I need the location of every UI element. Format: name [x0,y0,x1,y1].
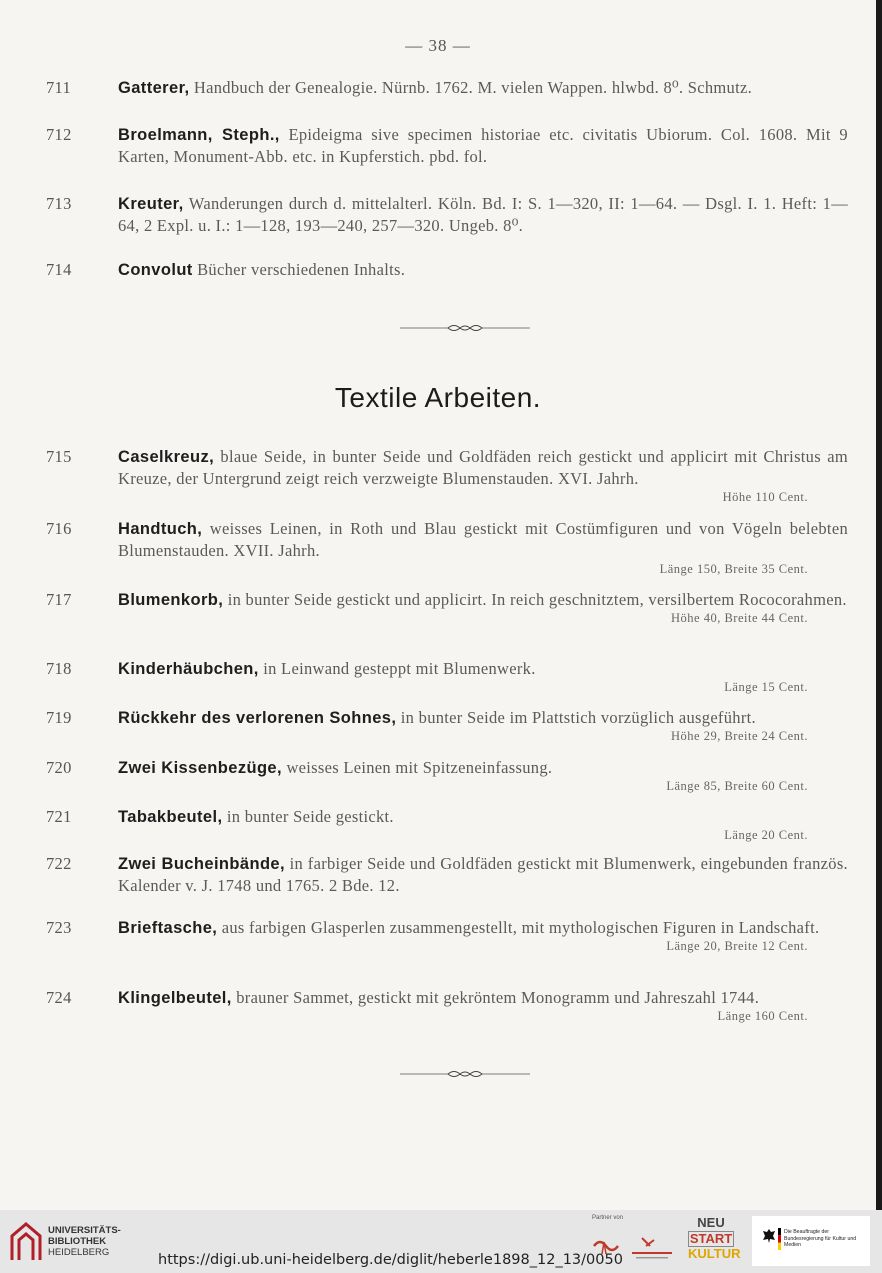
entry-name: Gatterer, [118,79,190,97]
entry-name: Kinderhäubchen, [118,660,259,678]
entry-dimensions: Höhe 29, Breite 24 Cent. [671,729,808,743]
entry-name: Tabakbeutel, [118,808,223,826]
entry-dimensions: Länge 85, Breite 60 Cent. [666,779,808,793]
entry-dimensions: Länge 150, Breite 35 Cent. [659,562,808,576]
entry-description: Wanderungen durch d. mittelalterl. Köln. Bd. I: S. 1—320, II: 1—64. — Dsgl. I. 1. Heft: 1—64, 2 Expl. u. I.: 1—128, 193—240, 257—320. Ungeb. 8⁰. [118,194,848,235]
scan-edge [876,0,882,1210]
entry-description: in bunter Seide gestickt und applicirt. In reich geschnitztem, versilbertem Rococorahmen. [227,590,847,609]
entry-description: brauner Sammet, gestickt mit gekröntem Monogramm und Jahreszahl 1744. [236,988,760,1007]
catalog-entry [46,658,848,695]
bkm-label: Die Beauftragte der Bundesregierung für Kultur und Medien [784,1229,857,1248]
entry-description: weisses Leinen mit Spitzeneinfassung. [286,758,553,777]
catalog-entry [46,987,848,1024]
bkm-logo[interactable] [752,1216,870,1266]
entry-number: 717 [46,590,72,609]
entry-description: in Leinwand gesteppt mit Blumenwerk. [263,659,536,678]
entry-number: 711 [46,78,72,97]
entry-description: Epideigma sive specimen historiae etc. civitatis Ubiorum. Col. 1608. Mit 9 Karten, Monument-Abb. etc. in Kupferstich. pbd. fol. [118,125,848,166]
catalog-entry [46,917,848,954]
neustart-kultur-logo[interactable]: NEU START KULTUR [688,1215,741,1261]
entry-number: 716 [46,519,72,538]
entry-name: Zwei Bucheinbände, [118,855,285,873]
university-library-name[interactable]: UNIVERSITÄTS- BIBLIOTHEK HEIDELBERG [48,1225,121,1258]
entry-name: Convolut [118,261,193,279]
entry-number: 719 [46,708,72,727]
entry-description: Bücher verschiedenen Inhalts. [197,260,406,279]
catalog-entry [46,124,848,168]
entry-description: in bunter Seide gestickt. [226,807,394,826]
viewer-footer [0,1210,882,1273]
catalog-entry [46,518,848,577]
entry-dimensions: Höhe 110 Cent. [722,490,808,504]
entry-number: 713 [46,194,72,213]
partner-label: Partner von [592,1215,624,1221]
entry-description: weisses Leinen, in Roth und Blau gestickt mit Costümfiguren und von Vögeln belebten Blumenstauden. XVII. Jahrh. [118,519,848,560]
entry-description: aus farbigen Glasperlen zusammengestellt, mit mythologischen Figuren in Landschaft. [221,918,820,937]
section-title: Textile Arbeiten. [334,382,542,413]
entry-number: 723 [46,918,72,937]
entry-description: Handbuch der Genealogie. Nürnb. 1762. M. vielen Wappen. hlwbd. 8⁰. Schmutz. [193,78,753,97]
divider-ornament [400,1068,530,1080]
catalog-entry [46,707,848,744]
entry-name: Handtuch, [118,520,203,538]
entry-name: Rückkehr des verlorenen Sohnes, [118,709,397,727]
catalog-entry [46,193,848,237]
entry-number: 712 [46,125,72,144]
catalog-entry [46,806,848,843]
entry-name: Klingelbeutel, [118,989,232,1007]
deutsche-digitale-bibliothek-logo-icon[interactable] [592,1224,677,1264]
divider-ornament [400,322,530,334]
entry-description: blaue Seide, in bunter Seide und Goldfäden reich gestickt und applicirt mit Christus am Kreuze, der Untergrund zeigt reich verzweigte Blumenstauden. XVI. Jahrh. [118,447,848,488]
entry-dimensions: Länge 160 Cent. [717,1009,808,1023]
catalog-entry [46,589,848,626]
entry-dimensions: Länge 15 Cent. [724,680,808,694]
catalog-entry [46,259,848,281]
entry-number: 720 [46,758,72,777]
entry-dimensions: Höhe 40, Breite 44 Cent. [671,611,808,625]
federal-eagle-icon [762,1228,776,1244]
entry-name: Zwei Kissenbezüge, [118,759,282,777]
entry-number: 714 [46,260,72,279]
german-flag-icon [778,1228,781,1250]
page-url[interactable]: https://digi.ub.uni-heidelberg.de/diglit/heberle1898_12_13/0050 [158,1252,623,1268]
entry-description: in bunter Seide im Plattstich vorzüglich ausgeführt. [400,708,756,727]
entry-name: Caselkreuz, [118,448,215,466]
page-number: — 38 — [405,36,471,55]
entry-number: 724 [46,988,72,1007]
entry-number: 722 [46,854,72,873]
catalog-entry [46,853,848,897]
catalog-entry [46,446,848,505]
entry-description: in farbiger Seide und Goldfäden gestickt mit Blumenwerk, eingebunden französ. Kalender v. J. 1748 und 1765. 2 Bde. 12. [118,854,848,895]
entry-dimensions: Länge 20, Breite 12 Cent. [666,939,808,953]
entry-number: 715 [46,447,72,466]
entry-number: 721 [46,807,72,826]
entry-name: Broelmann, Steph., [118,126,280,144]
university-library-logo-icon[interactable] [10,1222,42,1262]
catalog-entry [46,77,848,99]
entry-name: Blumenkorb, [118,591,224,609]
entry-name: Brieftasche, [118,919,218,937]
entry-dimensions: Länge 20 Cent. [724,828,808,842]
entry-name: Kreuter, [118,195,184,213]
catalog-entry [46,757,848,794]
entry-number: 718 [46,659,72,678]
